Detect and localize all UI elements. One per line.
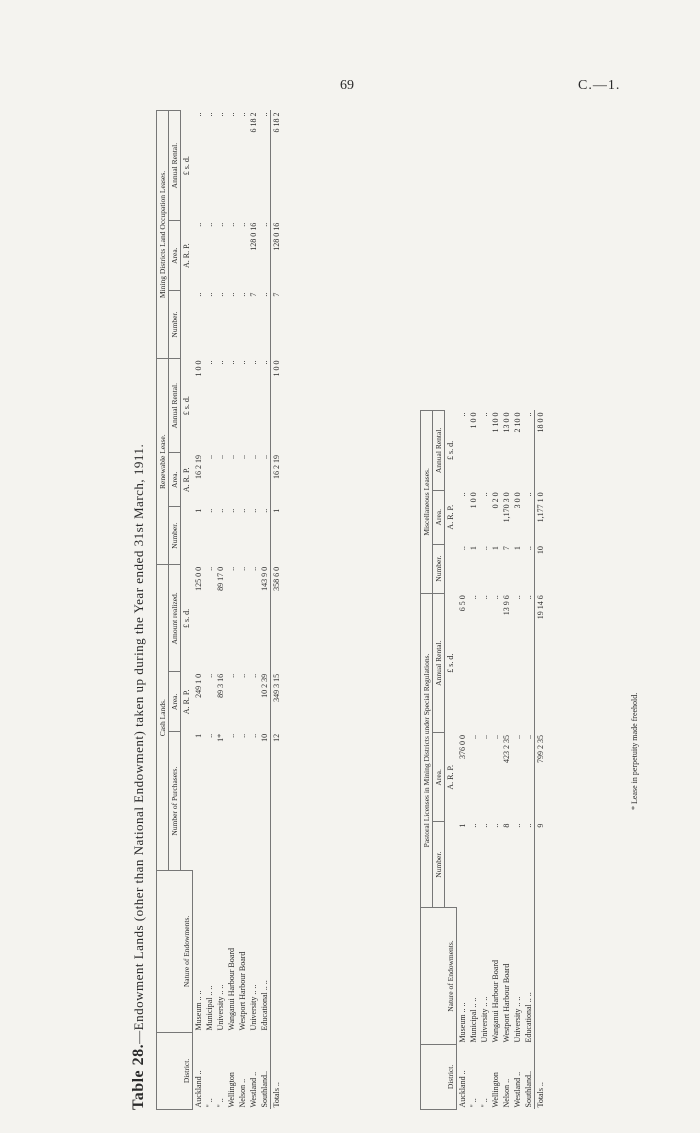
cell: .. bbox=[490, 595, 500, 600]
t2-unit: £ s. d. bbox=[446, 653, 455, 673]
cell: .. bbox=[248, 673, 258, 678]
t1-unit: A. R. P. bbox=[182, 243, 191, 269]
cell: .. bbox=[512, 823, 522, 828]
cell: Educational .. .. bbox=[259, 980, 269, 1031]
cell: 1 bbox=[457, 823, 467, 828]
cell: Westport Harbour Board bbox=[501, 963, 511, 1043]
endowment-table-2 bbox=[420, 410, 546, 1110]
cell: .. bbox=[468, 823, 478, 828]
t1-header-area: Area. bbox=[169, 672, 181, 732]
cell: .. bbox=[479, 735, 489, 739]
cell: 7 bbox=[501, 546, 511, 551]
cell: .. bbox=[215, 112, 225, 117]
cell: .. bbox=[237, 566, 247, 571]
cell: .. bbox=[457, 412, 467, 417]
cell: .. bbox=[215, 292, 225, 297]
cell: .. bbox=[523, 546, 533, 551]
cell: 6 18 2 bbox=[248, 112, 258, 133]
cell: .. bbox=[248, 733, 258, 738]
cell: 1 0 0 bbox=[468, 412, 478, 429]
cell: .. bbox=[226, 566, 236, 571]
cell: 1* bbox=[215, 733, 225, 742]
cell: .. bbox=[226, 673, 236, 678]
cell: Southland.. bbox=[259, 1071, 269, 1108]
cell: .. bbox=[468, 595, 478, 600]
cell: 1 bbox=[512, 546, 522, 551]
t2-header-area: Area. bbox=[433, 490, 445, 544]
table-caption: —Endowment Lands (other than National Endowment) taken up during the Year ended 31st March, 1911. bbox=[131, 443, 146, 1044]
cell: 1,177 1 0 bbox=[534, 490, 546, 544]
cell: 16 2 19 bbox=[270, 453, 282, 507]
table-row bbox=[215, 111, 226, 1110]
table-row bbox=[192, 111, 204, 1110]
table-title bbox=[130, 110, 148, 1110]
cell: .. bbox=[457, 492, 467, 497]
t2-group-misc: Miscellaneous Leases. bbox=[421, 411, 433, 594]
cell: Nelson .. bbox=[237, 1078, 247, 1108]
cell: .. bbox=[490, 735, 500, 739]
cell: .. bbox=[468, 735, 478, 739]
cell: .. bbox=[226, 360, 236, 365]
cell: 249 1 0 bbox=[193, 673, 203, 698]
table-row bbox=[226, 111, 237, 1110]
table-row bbox=[204, 111, 215, 1110]
cell: .. bbox=[259, 508, 269, 513]
table-number: Table 28. bbox=[130, 1043, 147, 1110]
cell: .. bbox=[204, 112, 214, 117]
cell: " .. bbox=[479, 1098, 489, 1108]
t1-header-purchasers: Number of Purchasers. bbox=[169, 732, 181, 871]
cell: 7 bbox=[270, 291, 282, 359]
table-row bbox=[456, 411, 468, 1110]
table-row bbox=[501, 411, 512, 1110]
cell: .. bbox=[523, 412, 533, 417]
cell: .. bbox=[512, 735, 522, 739]
cell: 8 bbox=[501, 823, 511, 828]
cell: Nelson .. bbox=[501, 1078, 511, 1108]
t1-header-number: Number. bbox=[169, 291, 181, 359]
cell: .. bbox=[237, 733, 247, 738]
cell: Southland.. bbox=[523, 1071, 533, 1108]
cell: " .. bbox=[204, 1098, 214, 1108]
cell: 12 bbox=[270, 732, 282, 871]
cell: .. bbox=[226, 292, 236, 297]
cell: .. bbox=[259, 454, 269, 459]
cell: Totals .. bbox=[270, 1032, 282, 1109]
cell: .. bbox=[237, 292, 247, 297]
t1-header-nature: Nature of Endowments. bbox=[157, 870, 193, 1032]
cell: 1 10 0 bbox=[490, 412, 500, 433]
cell: .. bbox=[226, 454, 236, 459]
cell: .. bbox=[204, 566, 214, 571]
cell: .. bbox=[259, 112, 269, 117]
t2-header-number: Number. bbox=[433, 822, 445, 908]
cell: .. bbox=[204, 360, 214, 365]
cell: 89 3 16 bbox=[215, 673, 225, 698]
cell: 10 bbox=[534, 544, 546, 593]
cell: Wanganui Harbour Board bbox=[490, 960, 500, 1043]
cell bbox=[270, 870, 282, 1032]
cell: .. bbox=[523, 492, 533, 497]
t2-header-nature: Nature of Endowments. bbox=[421, 908, 457, 1045]
cell: .. bbox=[226, 222, 236, 227]
cell: 376 0 0 bbox=[457, 735, 467, 759]
t2-header-district: District. bbox=[421, 1044, 457, 1109]
cell: 1 bbox=[193, 508, 203, 513]
cell: .. bbox=[193, 222, 203, 227]
rotated-table-sheet bbox=[130, 110, 650, 1110]
cell: .. bbox=[479, 412, 489, 417]
page-reference: C.—1. bbox=[578, 78, 621, 93]
cell: 1 bbox=[270, 507, 282, 565]
cell: .. bbox=[248, 360, 258, 365]
cell: 13 0 0 bbox=[501, 412, 511, 433]
cell: Municipal .. .. bbox=[204, 985, 214, 1031]
cell: .. bbox=[226, 508, 236, 513]
t2-header-area: Area. bbox=[433, 733, 445, 822]
cell: .. bbox=[226, 112, 236, 117]
totals-row bbox=[534, 411, 546, 1110]
cell: Totals .. bbox=[534, 1044, 546, 1109]
cell: 6 18 2 bbox=[270, 111, 282, 221]
t2-group-pastoral: Pastoral Licenses in Mining Districts under Special Regulations. bbox=[421, 593, 433, 907]
cell: .. bbox=[248, 566, 258, 571]
cell: University .. .. bbox=[248, 984, 258, 1031]
t1-header-district: District. bbox=[157, 1032, 193, 1109]
cell: University .. .. bbox=[215, 984, 225, 1031]
t1-unit: £ s. d. bbox=[182, 608, 191, 628]
cell: .. bbox=[479, 823, 489, 828]
cell: .. bbox=[215, 454, 225, 459]
cell: .. bbox=[259, 292, 269, 297]
cell: Wellington bbox=[226, 1072, 236, 1108]
t2-unit: A. R. P. bbox=[446, 764, 455, 790]
cell: .. bbox=[193, 112, 203, 117]
t1-header-rental: Annual Rental. bbox=[169, 111, 181, 221]
cell: 7 bbox=[248, 292, 258, 297]
cell: .. bbox=[204, 733, 214, 738]
cell: .. bbox=[215, 360, 225, 365]
t1-header-amount: Amount realized. bbox=[169, 565, 181, 672]
cell: .. bbox=[512, 595, 522, 600]
cell: .. bbox=[490, 823, 500, 828]
table-row bbox=[512, 411, 523, 1110]
cell: Museum .. .. bbox=[193, 990, 203, 1031]
t1-unit: £ s. d. bbox=[182, 396, 191, 416]
cell: 10 bbox=[259, 733, 269, 742]
cell: 125 0 0 bbox=[193, 566, 203, 591]
t2-header-number: Number. bbox=[433, 544, 445, 593]
cell: 358 6 0 bbox=[270, 565, 282, 672]
page-number: 69 bbox=[340, 78, 354, 93]
t1-header-area: Area. bbox=[169, 453, 181, 507]
footnote: * Lease in perpetuity made freehold. bbox=[630, 692, 639, 810]
t1-header-area: Area. bbox=[169, 221, 181, 291]
cell: .. bbox=[204, 292, 214, 297]
cell: 2 10 0 bbox=[512, 412, 522, 433]
cell: " .. bbox=[215, 1098, 225, 1108]
t2-header-rental: Annual Rental. bbox=[433, 593, 445, 733]
cell: Auckland .. bbox=[457, 1070, 467, 1108]
cell: .. bbox=[226, 733, 236, 738]
cell: 1 bbox=[490, 546, 500, 551]
cell: .. bbox=[215, 222, 225, 227]
t2-header-rental: Annual Rental. bbox=[433, 411, 445, 491]
cell: Educational .. .. bbox=[523, 992, 533, 1043]
cell: 16 2 19 bbox=[193, 454, 203, 479]
cell: 349 3 15 bbox=[270, 672, 282, 732]
t1-header-number: Number. bbox=[169, 507, 181, 565]
cell: .. bbox=[237, 222, 247, 227]
cell: Westport Harbour Board bbox=[237, 951, 247, 1031]
cell: .. bbox=[479, 492, 489, 497]
cell: 423 2 35 bbox=[501, 735, 511, 763]
cell: 18 0 0 bbox=[534, 411, 546, 491]
cell: .. bbox=[259, 222, 269, 227]
t2-unit: A. R. P. bbox=[446, 504, 455, 530]
cell: Westland .. bbox=[512, 1071, 522, 1108]
t1-unit: A. R. P. bbox=[182, 467, 191, 493]
cell: 3 0 0 bbox=[512, 492, 522, 509]
cell: .. bbox=[204, 222, 214, 227]
cell: 6 5 0 bbox=[457, 595, 467, 612]
cell: Auckland .. bbox=[193, 1070, 203, 1108]
cell: .. bbox=[237, 454, 247, 459]
cell: Westland .. bbox=[248, 1071, 258, 1108]
cell: .. bbox=[248, 508, 258, 513]
cell: 10 2 39 bbox=[259, 673, 269, 698]
cell: .. bbox=[523, 595, 533, 600]
table-row bbox=[523, 411, 535, 1110]
table-row bbox=[259, 111, 271, 1110]
t1-unit: A. R. P. bbox=[182, 689, 191, 715]
cell: 9 bbox=[534, 822, 546, 908]
cell: .. bbox=[204, 673, 214, 678]
cell: .. bbox=[204, 508, 214, 513]
cell: Wellington bbox=[490, 1072, 500, 1108]
cell: .. bbox=[204, 454, 214, 459]
table-row bbox=[490, 411, 501, 1110]
cell: 128 0 16 bbox=[270, 221, 282, 291]
t1-unit: £ s. d. bbox=[182, 156, 191, 176]
totals-row bbox=[270, 111, 282, 1110]
cell: .. bbox=[237, 360, 247, 365]
cell: 1 bbox=[193, 733, 203, 738]
cell: " .. bbox=[468, 1098, 478, 1108]
cell: .. bbox=[523, 735, 533, 739]
cell: .. bbox=[237, 112, 247, 117]
cell: .. bbox=[237, 508, 247, 513]
cell: 13 9 6 bbox=[501, 595, 511, 616]
cell: 1 0 0 bbox=[270, 358, 282, 453]
cell: 128 0 16 bbox=[248, 222, 258, 251]
table-row bbox=[468, 411, 479, 1110]
cell: .. bbox=[237, 673, 247, 678]
table-row bbox=[479, 411, 490, 1110]
cell: University .. .. bbox=[512, 996, 522, 1043]
cell: .. bbox=[259, 360, 269, 365]
endowment-table-1 bbox=[156, 110, 282, 1110]
t1-group-cash: Cash Lands. bbox=[157, 565, 169, 871]
cell: 1,170 3 0 bbox=[501, 492, 511, 523]
cell: .. bbox=[193, 292, 203, 297]
cell: .. bbox=[479, 595, 489, 600]
cell: 143 9 0 bbox=[259, 566, 269, 591]
cell: 1 0 0 bbox=[468, 492, 478, 509]
cell: Wanganui Harbour Board bbox=[226, 948, 236, 1031]
t1-group-renewable: Renewable Lease. bbox=[157, 358, 169, 564]
cell: 1 bbox=[468, 546, 478, 551]
cell: .. bbox=[523, 823, 533, 828]
cell: .. bbox=[479, 546, 489, 551]
cell: .. bbox=[215, 508, 225, 513]
table-row bbox=[237, 111, 248, 1110]
cell: 89 17 0 bbox=[215, 566, 225, 591]
cell: .. bbox=[248, 454, 258, 459]
table-row bbox=[248, 111, 259, 1110]
cell: 0 2 0 bbox=[490, 492, 500, 509]
cell bbox=[534, 908, 546, 1045]
t1-header-rental: Annual Rental. bbox=[169, 358, 181, 453]
cell: Museum .. .. bbox=[457, 1002, 467, 1043]
cell: 799 2 35 bbox=[534, 733, 546, 822]
cell: 19 14 6 bbox=[534, 593, 546, 733]
cell: .. bbox=[457, 546, 467, 551]
cell: University .. .. bbox=[479, 996, 489, 1043]
t1-group-mining: Mining Districts Land Occupation Leases. bbox=[157, 111, 169, 359]
cell: 1 0 0 bbox=[193, 360, 203, 377]
t2-unit: £ s. d. bbox=[446, 440, 455, 460]
cell: Municipal .. .. bbox=[468, 997, 478, 1043]
